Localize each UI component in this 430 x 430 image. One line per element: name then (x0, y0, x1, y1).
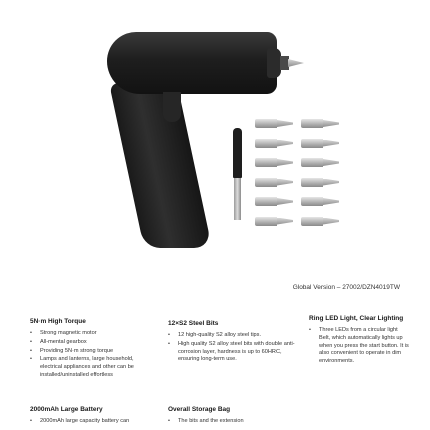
spec-item: • Providing 5N·m strong torque (30, 348, 160, 356)
version-label: Global Version – 27002/DZN4019TW (292, 284, 400, 291)
spec-item: • All-mental gearbox (30, 339, 160, 347)
spec-torque (30, 318, 160, 380)
screwdriver-nose (267, 48, 281, 78)
bit-icon (255, 215, 295, 228)
spec-item: • Lamps and lanterns, large household, electrical appliances and other can be installed/uninstalled effortless (30, 356, 142, 379)
spec-storage (168, 406, 300, 427)
spec-title: Overall Storage Bag (168, 406, 231, 413)
bit-icon (301, 117, 341, 130)
bit-icon (255, 117, 295, 130)
screwdriver-body (107, 32, 277, 94)
bit-icon (301, 156, 341, 169)
screwdriver-tip (288, 59, 304, 67)
spec-item: • Three LEDs from a circular light Belt, which automatically lights up when you press the start button. It is also convenient to operate in dim environments. (309, 327, 409, 366)
bit-icon (301, 195, 341, 208)
extension-rod (233, 128, 242, 220)
bit-set (255, 117, 345, 229)
spec-led (309, 315, 409, 367)
spec-title: 5N·m High Torque (30, 318, 86, 325)
spec-item: • 12 high-quality S2 alloy steel tips. (168, 332, 300, 340)
spec-battery (30, 406, 160, 427)
spec-title: 2000mAh Large Battery (30, 406, 103, 413)
spec-item: • Strong magnetic motor (30, 330, 160, 338)
screwdriver-grip (109, 83, 212, 248)
spec-item: • High quality S2 alloy steel bits with double anti-corrosion layer, hardness is up to 60HRC, ensuring long-term use. (168, 341, 300, 364)
spec-bits (168, 320, 300, 365)
bit-icon (255, 156, 295, 169)
screwdriver-chuck (280, 56, 289, 70)
bit-icon (255, 195, 295, 208)
spec-item: • 2000mAh large capacity battery can (30, 418, 160, 426)
bit-icon (255, 137, 295, 150)
bit-icon (301, 137, 341, 150)
spec-item: • The bits and the extension (168, 418, 300, 426)
spec-title: 12×S2 Steel Bits (168, 320, 219, 327)
spec-title: Ring LED Light, Clear Lighting (309, 315, 404, 322)
trigger-button (163, 92, 181, 122)
bit-icon (255, 176, 295, 189)
spec-section (0, 312, 430, 430)
bit-icon (301, 215, 341, 228)
bit-icon (301, 176, 341, 189)
extension-rod-handle (233, 128, 242, 178)
extension-rod-shaft (234, 178, 241, 220)
